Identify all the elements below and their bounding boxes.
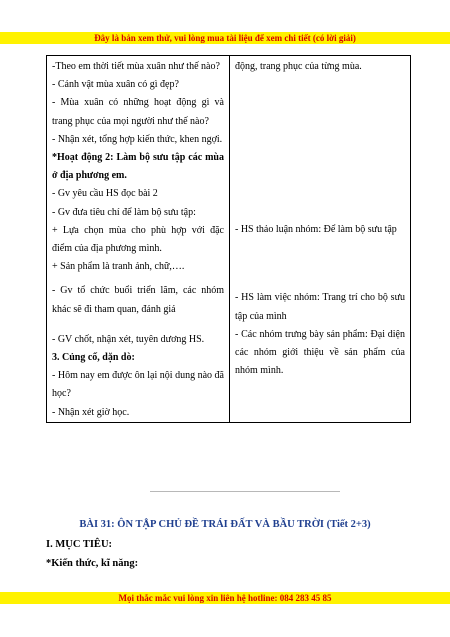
activity-2-heading: *Hoạt động 2: Làm bộ sưu tập các mùa ở địa phương em. <box>52 152 224 182</box>
left-line-14: - Nhận xét giờ học. <box>52 406 130 418</box>
left-line-1: -Theo em thời tiết mùa xuân như thế nào? <box>52 61 220 72</box>
lesson-title: BÀI 31: ÔN TẬP CHỦ ĐỀ TRÁI ĐẤT VÀ BẦU TRỜI (Tiết 2+3) <box>79 519 371 530</box>
right-line-3: - HS làm việc nhóm: Trang trí cho bộ sưu tập của mình <box>235 292 405 322</box>
preview-notice-banner <box>0 32 450 44</box>
right-line-4: - Các nhóm trưng bày sản phẩm: Đại diện các nhóm giới thiệu về sản phẩm của nhóm mình. <box>235 328 405 377</box>
left-line-6: - Gv yêu cầu HS đọc bài 2 <box>52 188 158 200</box>
consolidation-heading: 3. Củng cố, dặn dò: <box>52 352 135 364</box>
hotline-banner <box>0 592 450 604</box>
section-divider <box>150 491 340 492</box>
left-line-13: - Hôm nay em được ôn lại nội dung nào đã học? <box>52 370 224 400</box>
right-line-2: - HS thảo luận nhóm: Để làm bộ sưu tập <box>235 224 397 236</box>
left-line-10: - Gv tổ chức buổi triển lãm, các nhóm khác sẽ đi tham quan, đánh giá <box>52 285 224 315</box>
teacher-activities-cell <box>47 56 230 423</box>
student-activities-cell <box>230 56 411 423</box>
knowledge-skills-heading: *Kiến thức, kĩ năng: <box>46 558 139 569</box>
objectives-heading: I. MỤC TIÊU: <box>46 539 113 550</box>
left-line-11: - GV chốt, nhận xét, tuyên dương HS. <box>52 333 205 345</box>
left-line-7: - Gv đưa tiêu chí để làm bộ sưu tập: <box>52 206 196 218</box>
left-line-9: + Sản phẩm là tranh ảnh, chữ,…. <box>52 261 185 273</box>
hotline-text: Mọi thắc mắc vui lòng xin liên hệ hotline: 084 283 45 85 <box>118 593 332 603</box>
right-line-1: động, trang phục của từng mùa. <box>235 61 362 72</box>
left-line-8: + Lựa chọn mùa cho phù hợp với đặc điểm của địa phương mình. <box>52 224 224 255</box>
preview-notice-text: Đây là bản xem thử, vui lòng mua tài liệu để xem chi tiết (có lời giải) <box>94 33 356 43</box>
lesson-activity-table <box>46 55 411 423</box>
left-line-2: - Cảnh vật mùa xuân có gì đẹp? <box>52 79 179 91</box>
left-line-4: - Nhận xét, tổng hợp kiến thức, khen ngợi. <box>52 133 223 145</box>
table-row <box>47 56 411 423</box>
left-line-3: - Mùa xuân có những hoạt động gì và trang phục của mọi người như thế nào? <box>52 97 224 127</box>
